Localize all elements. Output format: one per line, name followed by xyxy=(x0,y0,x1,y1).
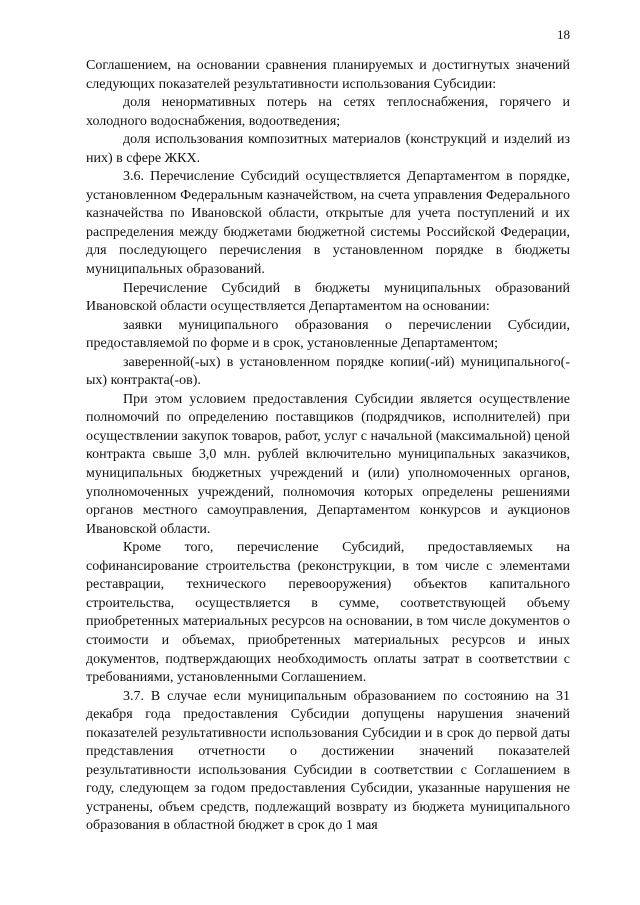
paragraph: При этом условием предоставления Субсидии является осуществление полномочий по определению поставщиков (подрядчиков, исполнителей) при осуществлении закупок товаров, работ, услуг с начальной (максимальной) ценой контракта свыше 3,0 млн. рублей включительно муниципальных заказчиков, муниципальных бюджетных учреждений и (или) уполномоченных органов, уполномоченных учреждений, полномочия которых определены решениями органов местного самоуправления, Департаментом конкурсов и аукционов Ивановской области. xyxy=(86,391,570,537)
paragraph: заявки муниципального образования о перечислении Субсидии, предоставляемой по форме и в срок, установленные Департаментом; xyxy=(86,317,570,352)
paragraph: Кроме того, перечисление Субсидий, предоставляемых на софинансирование строительства (реконструкции, в том числе с элементами реставрации, технического перевооружения) объектов капитального строительства, осуществляется в сумме, соответствующей объему приобретенных материальных ресурсов на основании, в том числе документов о стоимости и объемах, приобретенных материальных ресурсов и иных документов, подтверждающих необходимость оплаты затрат в соответствии с требованиями, установленными Соглашением. xyxy=(86,540,570,686)
paragraph: 3.6. Перечисление Субсидий осуществляется Департаментом в порядке, установленном Федеральным казначейством, на счета управления Федерального казначейства по Ивановской области, открытые для учета поступлений и их распределения между бюджетами бюджетной системы Российской Федерации, для последующего перечисления в установленном порядке в бюджеты муниципальных образований. xyxy=(86,169,570,278)
paragraph: заверенной(-ых) в установленном порядке копии(-ий) муниципального(-ых) контракта(-ов). xyxy=(86,354,570,389)
paragraph: доля использования композитных материалов (конструкций и изделий из них) в сфере ЖКХ. xyxy=(86,132,570,166)
document-body xyxy=(86,57,570,836)
page-number: 18 xyxy=(557,27,570,42)
paragraph: Соглашением, на основании сравнения планируемых и достигнутых значений следующих показателей результативности использования Субсидии: xyxy=(86,58,570,92)
paragraph: доля ненормативных потерь на сетях теплоснабжения, горячего и холодного водоснабжения, водоотведения; xyxy=(86,95,570,129)
paragraph: 3.7. В случае если муниципальным образованием по состоянию на 31 декабря года предоставления Субсидии допущены нарушения значений показателей результативности использования Субсидии и в срок до первой даты представления отчетности о достижении значений показателей результативности использования Субсидии в соответствии с Соглашением в году, следующем за годом предоставления Субсидии, указанные нарушения не устранены, объем средств, подлежащий возврату из бюджета муниципального образования в областной бюджет в срок до 1 мая xyxy=(86,688,570,834)
paragraph: Перечисление Субсидий в бюджеты муниципальных образований Ивановской области осуществляется Департаментом на основании: xyxy=(86,280,570,315)
